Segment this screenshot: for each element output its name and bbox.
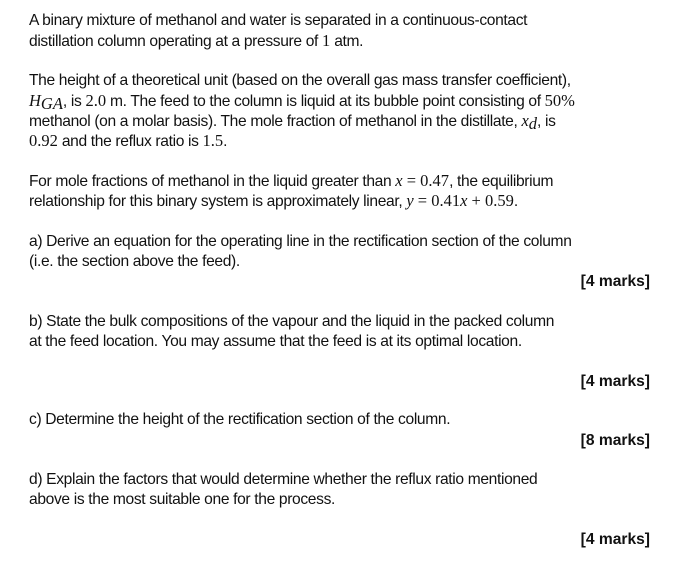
math-fragment: 1 <box>322 31 331 50</box>
math-fragment: d <box>528 114 538 133</box>
text-line <box>29 32 363 51</box>
text-fragment: distillation column operating at a pressure of <box>29 33 322 50</box>
text-line <box>29 192 518 211</box>
text-line <box>29 333 522 351</box>
text-line <box>29 491 335 509</box>
text-fragment: m. The feed to the column is liquid at its bubble point consisting of <box>106 93 545 110</box>
text-fragment: relationship for this binary system is approximately linear, <box>29 193 407 210</box>
marks-label: [4 marks] <box>580 273 650 290</box>
text-line <box>29 411 450 429</box>
math-fragment: GA <box>40 94 63 113</box>
text-fragment: methanol (on a molar basis). The mole fraction of methanol in the distillate, <box>29 113 522 130</box>
text-fragment: A binary mixture of methanol and water is separated in a continuous-contact <box>29 12 528 29</box>
text-line <box>29 313 554 331</box>
marks-label: [4 marks] <box>580 373 650 390</box>
text-line <box>29 92 575 111</box>
text-fragment: The height of a theoretical unit (based on the overall gas mass transfer coefficient), <box>29 72 571 89</box>
text-fragment: . <box>223 133 228 150</box>
text-fragment: atm. <box>330 33 364 50</box>
text-line <box>29 471 537 489</box>
math-fragment: = 0.41 <box>413 191 461 210</box>
math-fragment: x <box>395 171 403 190</box>
text-fragment: c) Determine the height of the rectification section of the column. <box>29 411 451 428</box>
math-fragment: 2.0 <box>85 91 107 110</box>
text-line <box>29 132 227 151</box>
text-fragment: , is <box>62 93 86 110</box>
text-fragment: . <box>513 193 518 210</box>
math-fragment: x <box>521 111 529 130</box>
text-fragment: and the reflux ratio is <box>57 133 203 150</box>
text-line <box>29 12 527 30</box>
math-fragment: + 0.59 <box>467 191 514 210</box>
text-line <box>29 253 240 271</box>
text-fragment: at the feed location. You may assume that the feed is at its optimal location. <box>29 333 522 350</box>
text-fragment: above is the most suitable one for the process. <box>29 491 336 508</box>
math-fragment: 50% <box>544 91 575 110</box>
text-fragment: (i.e. the section above the feed). <box>29 253 240 270</box>
math-fragment: 1.5 <box>202 131 224 150</box>
math-fragment: H <box>29 91 41 110</box>
text-fragment: For mole fractions of methanol in the liquid greater than <box>29 173 396 190</box>
text-line <box>29 172 553 191</box>
math-fragment: y <box>406 191 414 210</box>
text-line <box>29 233 572 251</box>
text-line <box>29 72 571 90</box>
text-fragment: b) State the bulk compositions of the vapour and the liquid in the packed column <box>29 313 555 330</box>
math-fragment: = 0.47 <box>402 171 450 190</box>
text-line <box>29 112 556 131</box>
text-fragment: , is <box>537 113 556 130</box>
marks-label: [8 marks] <box>580 432 650 449</box>
text-fragment: d) Explain the factors that would determine whether the reflux ratio mentioned <box>29 471 538 488</box>
text-fragment: a) Derive an equation for the operating line in the rectification section of the column <box>29 233 572 250</box>
marks-label: [4 marks] <box>580 531 650 548</box>
math-fragment: 0.92 <box>29 131 58 150</box>
text-fragment: , the equilibrium <box>449 173 554 190</box>
math-fragment: x <box>460 191 468 210</box>
